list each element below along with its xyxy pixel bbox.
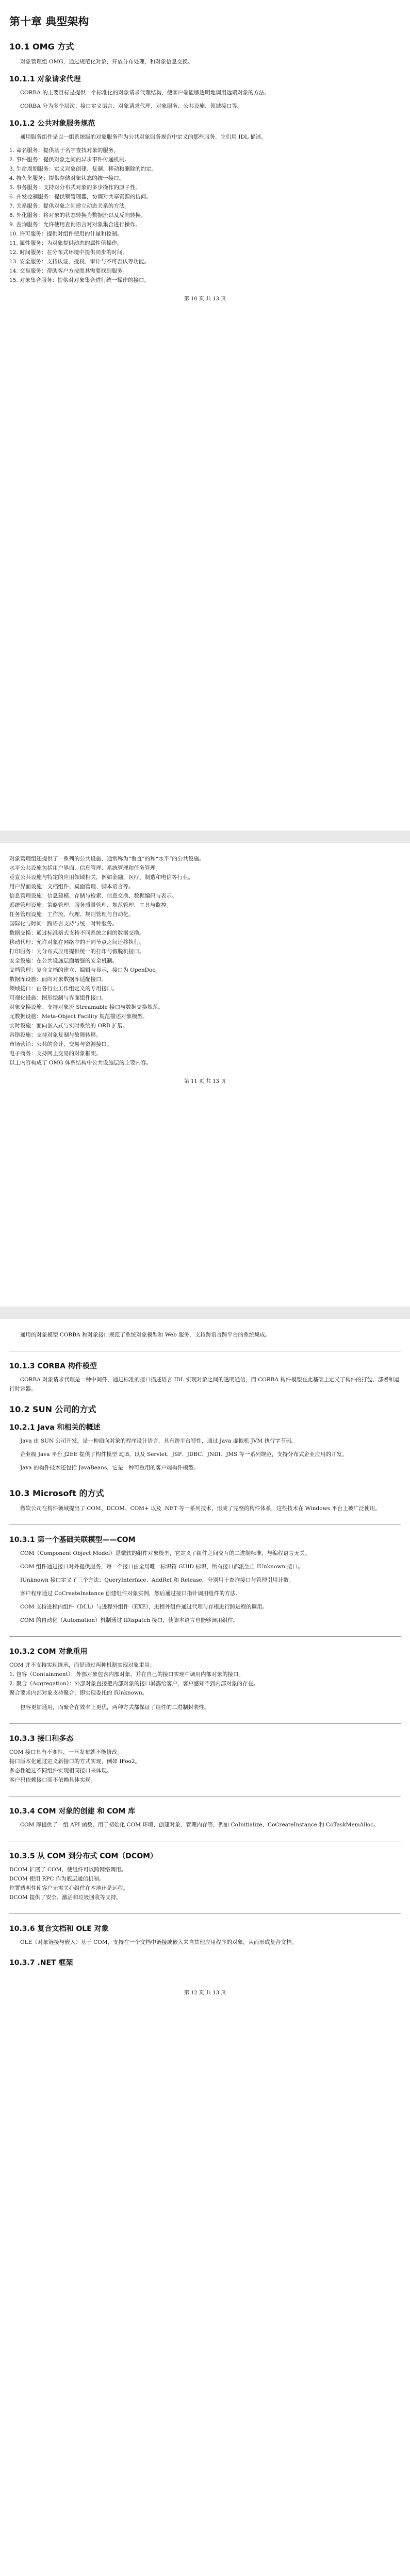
list-item: COM 接口具有不变性，一旦发布就不能修改。 (9, 1749, 123, 1755)
paragraph: COM（Component Object Model）是微软的组件对象模型，它定义了组件之间交互的二进制标准，与编程语言无关。 (20, 1550, 310, 1556)
subsection-heading: 10.3.2 COM 对象重用 (9, 1648, 88, 1656)
list-item: 领域接口：由各行业工作组定义的专用接口。 (9, 986, 118, 992)
divider (9, 1636, 401, 1637)
divider (9, 1723, 401, 1724)
list-item: 数据库设施：面向对象数据库适配接口。 (9, 976, 107, 982)
page-footer: 第 10 页 共 13 页 (184, 296, 226, 302)
list-item: 系统管理设施：策略管理、服务质量管理、规范管理、工具与监控。 (9, 902, 172, 908)
list-item: 对象交换设施：支持对象流 Streamable 接口与数据交换规范。 (9, 1004, 164, 1010)
list-item: 用户界面设施：文档组件、桌面管理、脚本语言等。 (9, 884, 134, 890)
divider (9, 1796, 401, 1797)
list-item: 客户只依赖接口而不依赖具体实现。 (9, 1777, 96, 1783)
list-item: 15. 对象集合服务：提供对对象集合进行统一操作的接口。 (9, 277, 150, 283)
list-item: 聚合要求内部对象支持聚合，即实现委托的 IUnknown。 (9, 1690, 148, 1696)
page-3 (0, 1319, 410, 2576)
paragraph: 对象管理组 OMG，通过规范化对象，开放分布处理，和对象信息交换。 (20, 59, 193, 65)
list-item: 位置透明性使客户无需关心组件在本地还是远程。 (9, 1885, 128, 1891)
list-item: 1. 包容（Containment）：外部对象包含内部对象，并在自己的接口实现中调用内部对象的接口。 (9, 1671, 244, 1677)
paragraph: 包容更加通用，而聚合在效率上更优，两种方式都保证了组件的二进制封装性。 (20, 1704, 210, 1710)
page-1 (0, 0, 410, 831)
list-item: 14. 交易服务：帮助客户方按照其需要找到服务。 (9, 268, 128, 274)
list-item: 可视化设施：图形绘制与界面组件接口。 (9, 995, 107, 1001)
paragraph: COM 组件通过接口对外提供服务，每一个接口由全局唯一标识符 GUID 标识，所有接口都派生自 IUnknown 接口。 (20, 1564, 303, 1570)
list-item: 文档管理：复合文档的建立、编辑与显示，接口为 OpenDoc。 (9, 967, 161, 973)
list-item: 12. 时间服务：在分布式环境中提供同步的时间。 (9, 249, 128, 256)
list-item: 市场营销：公共的会计、交易与资源接口。 (9, 1041, 112, 1047)
list-item: 10. 许可服务：提供对组件使用的计量和控制。 (9, 231, 123, 237)
paragraph: 企业级 Java 平台 J2EE 提供了构件模型 EJB，以及 Servlet、JSP、JDBC、JNDI、JMS 等一系列规范，支持分布式企业应用的开发。 (20, 1451, 348, 1458)
paragraph: 通用服务组件是以一组系统级的对象服务作为公共对象服务规范中定义的那些服务，它们用 IDL 描述。 (20, 134, 267, 140)
subsection-heading: 10.1.2 公共对象服务规范 (9, 120, 95, 128)
list-item: 2. 聚合（Aggregation）：外部对象直接把内部对象的接口暴露给客户，客户感知不到内部对象的存在。 (9, 1681, 259, 1687)
section-heading: 10.1 OMG 方式 (9, 42, 74, 52)
paragraph: Java 由 SUN 公司开发，是一种面向对象的程序设计语言，具有跨平台特性，通过 Java 虚拟机 JVM 执行字节码。 (20, 1438, 297, 1444)
list-item: 水平公共设施包括用户界面、信息管理、系统管理和任务管理。 (9, 865, 161, 871)
list-item: DCOM 扩展了 COM，使组件可以跨网络调用。 (9, 1867, 127, 1873)
paragraph: COM 库提供了一组 API 函数，用于初始化 COM 环境、创建对象、管理内存等，例如 CoInitialize、CoCreateInstance 和 CoTaskMemAlloc。 (20, 1822, 379, 1828)
list-item: 接口版本化通过定义新接口的方式实现，例如 IFoo2。 (9, 1758, 141, 1765)
paragraph: Java 的构件技术还包括 JavaBeans，它是一种可重用的客户端构件模型。 (20, 1465, 199, 1471)
list-item: 移动代理：允许对象在网络中的不同节点之间迁移执行。 (9, 939, 145, 945)
list-item: 6. 并发控制服务：提供锁管理器，协调对共享资源的访问。 (9, 194, 152, 200)
list-item: 电子商务：支持网上交易的对象框架。 (9, 1050, 102, 1057)
subsection-heading: 10.3.7 .NET 框架 (9, 1959, 73, 1967)
list-item: 3. 生命周期服务：定义对象创建、复制、移动和删除的约定。 (9, 166, 157, 172)
list-item: 4. 持久化服务：提供存储对象状态的统一接口。 (9, 175, 125, 181)
list-item: 11. 属性服务：为对象提供动态的属性值操作。 (9, 240, 123, 246)
paragraph: COM 支持进程内组件（DLL）与进程外组件（EXE），进程外组件通过代理与存根进行跨进程的调用。 (20, 1604, 268, 1610)
subsection-heading: 10.3.5 从 COM 到分布式 COM（DCOM） (9, 1852, 158, 1860)
list-item: 13. 安全服务：支持认证、授权、审计与不可否认等功能。 (9, 259, 150, 265)
paragraph: IUnknown 接口定义了三个方法：QueryInterface、AddRef 和 Release，分别用于查询接口与管理引用计数。 (20, 1577, 294, 1583)
subsection-heading: 10.1.1 对象请求代理 (9, 75, 81, 83)
list-item: 安全设施：在公共设施层面增强的安全机制。 (9, 958, 118, 964)
list-item: 容错设施：支持对象复制与故障转移。 (9, 1032, 102, 1038)
paragraph: CORBA 的主要目标是提供一个标准化的对象请求代理结构，使客户端能够透明地调用远端对象的方法。 (20, 90, 270, 96)
subsection-heading: 10.1.3 CORBA 构件模型 (9, 1362, 97, 1370)
paragraph: OLE（对象链接与嵌入）基于 COM，支持在一个文档中链接或嵌入来自其他应用程序的对象，从而形成复合文档。 (20, 1939, 297, 1945)
divider (9, 1524, 401, 1525)
paragraph: CORBA 对象请求代理是一种中间件，通过标准的接口描述语言 IDL 实现对象之间的透明通信，而 CORBA 构件模型在此基础上定义了构件的打包、部署和运行时容器。 (9, 1377, 400, 1392)
list-item: 9. 查询服务：允许使用查询语言对对象集合进行操作。 (9, 222, 141, 228)
subsection-heading: 10.2.1 Java 和相关的概述 (9, 1423, 101, 1432)
page-footer: 第 12 页 共 13 页 (184, 1990, 226, 1996)
list-item: DCOM 使用 RPC 作为底层通信机制。 (9, 1876, 105, 1882)
list-item: 以上内容构成了 OMG 体系结构中公共设施层的主要内容。 (9, 1060, 152, 1066)
list-item: 打印服务：为分布式应用提供统一的打印与假脱机接口。 (9, 948, 145, 955)
paragraph: CORBA 分为多个层次：接口定义语言、对象请求代理、对象服务、公共设施、领域接口等。 (20, 103, 243, 109)
list-item: 1. 命名服务：提供基于名字查找对象的服务。 (9, 147, 119, 154)
list-item: DCOM 提供了安全、激活和垃圾回收等支持。 (9, 1894, 122, 1901)
service-list (9, 146, 401, 285)
divider (9, 1913, 401, 1914)
list-item: 8. 外化服务：将对象的状态转换为数据流以及反向转换。 (9, 212, 146, 218)
list-item: 5. 事务服务：支持对分布式对象的多步操作的原子性。 (9, 184, 141, 191)
list-item: 国际化与时间：跨语言支持与统一时钟服务。 (9, 921, 118, 927)
list-item: 实时设施：面向嵌入式与实时系统的 ORB 扩展。 (9, 1023, 128, 1029)
page-2 (0, 843, 410, 1307)
list-item: 多态性通过不同组件实现相同接口来体现。 (9, 1768, 112, 1774)
paragraph: 微软公司在构件领域提出了 COM、DCOM、COM+ 以及 .NET 等一系列技术，形成了完整的构件体系，这些技术在 Windows 平台上被广泛使用。 (20, 1505, 381, 1512)
list-item: 垂直公共设施与特定的应用领域相关，例如金融、医疗、制造和电信等行业。 (9, 874, 193, 880)
section-heading: 10.3 Microsoft 的方式 (9, 1488, 104, 1498)
list-item: 信息管理设施：信息建模、存储与检索、信息交换、数据编码与表示。 (9, 893, 177, 899)
paragraph: 通用的对象模型 CORBA 和对象接口规范了系统对象模型和 Web 服务，支持跨语言跨平台的系统集成。 (20, 1332, 271, 1338)
subsection-heading: 10.3.1 第一个基础关联模型——COM (9, 1536, 136, 1544)
list-item: 元数据设施：Meta-Object Facility 规范描述对象模型。 (9, 1013, 149, 1020)
chapter-title: 第十章 典型架构 (9, 15, 89, 28)
list-item: 对象管理组还提供了一系列的公共设施，通常称为“垂直”的和“水平”的公共设施。 (9, 856, 205, 862)
subsection-heading: 10.3.3 接口和多态 (9, 1735, 74, 1743)
paragraph: 客户程序通过 CoCreateInstance 创建组件对象实例，然后通过接口指针调用组件的方法。 (20, 1590, 241, 1597)
list-item: 7. 关系服务：提供对象之间建立动态关系的方法。 (9, 203, 130, 209)
list-item: 任务管理设施：工作流、代理、规则管理与自动化。 (9, 911, 134, 918)
list-item: 数据交换：通过标准格式支持不同系统之间的数据交换。 (9, 930, 145, 936)
section-heading: 10.2 SUN 公司的方式 (9, 1404, 96, 1414)
paragraph: COM 的自动化（Automation）机制通过 IDispatch 接口，使脚本语言也能够调用组件。 (20, 1617, 239, 1623)
list-item: 2. 事件服务：提供对象之间的异步事件传递机制。 (9, 157, 130, 163)
list-item: COM 并不支持实现继承，而是通过两种机制实现对象重用： (9, 1662, 155, 1668)
subsection-heading: 10.3.4 COM 对象的创建 和 COM 库 (9, 1807, 136, 1816)
subsection-heading: 10.3.6 复合文档和 OLE 对象 (9, 1925, 109, 1933)
page-footer: 第 11 页 共 13 页 (184, 1079, 226, 1084)
